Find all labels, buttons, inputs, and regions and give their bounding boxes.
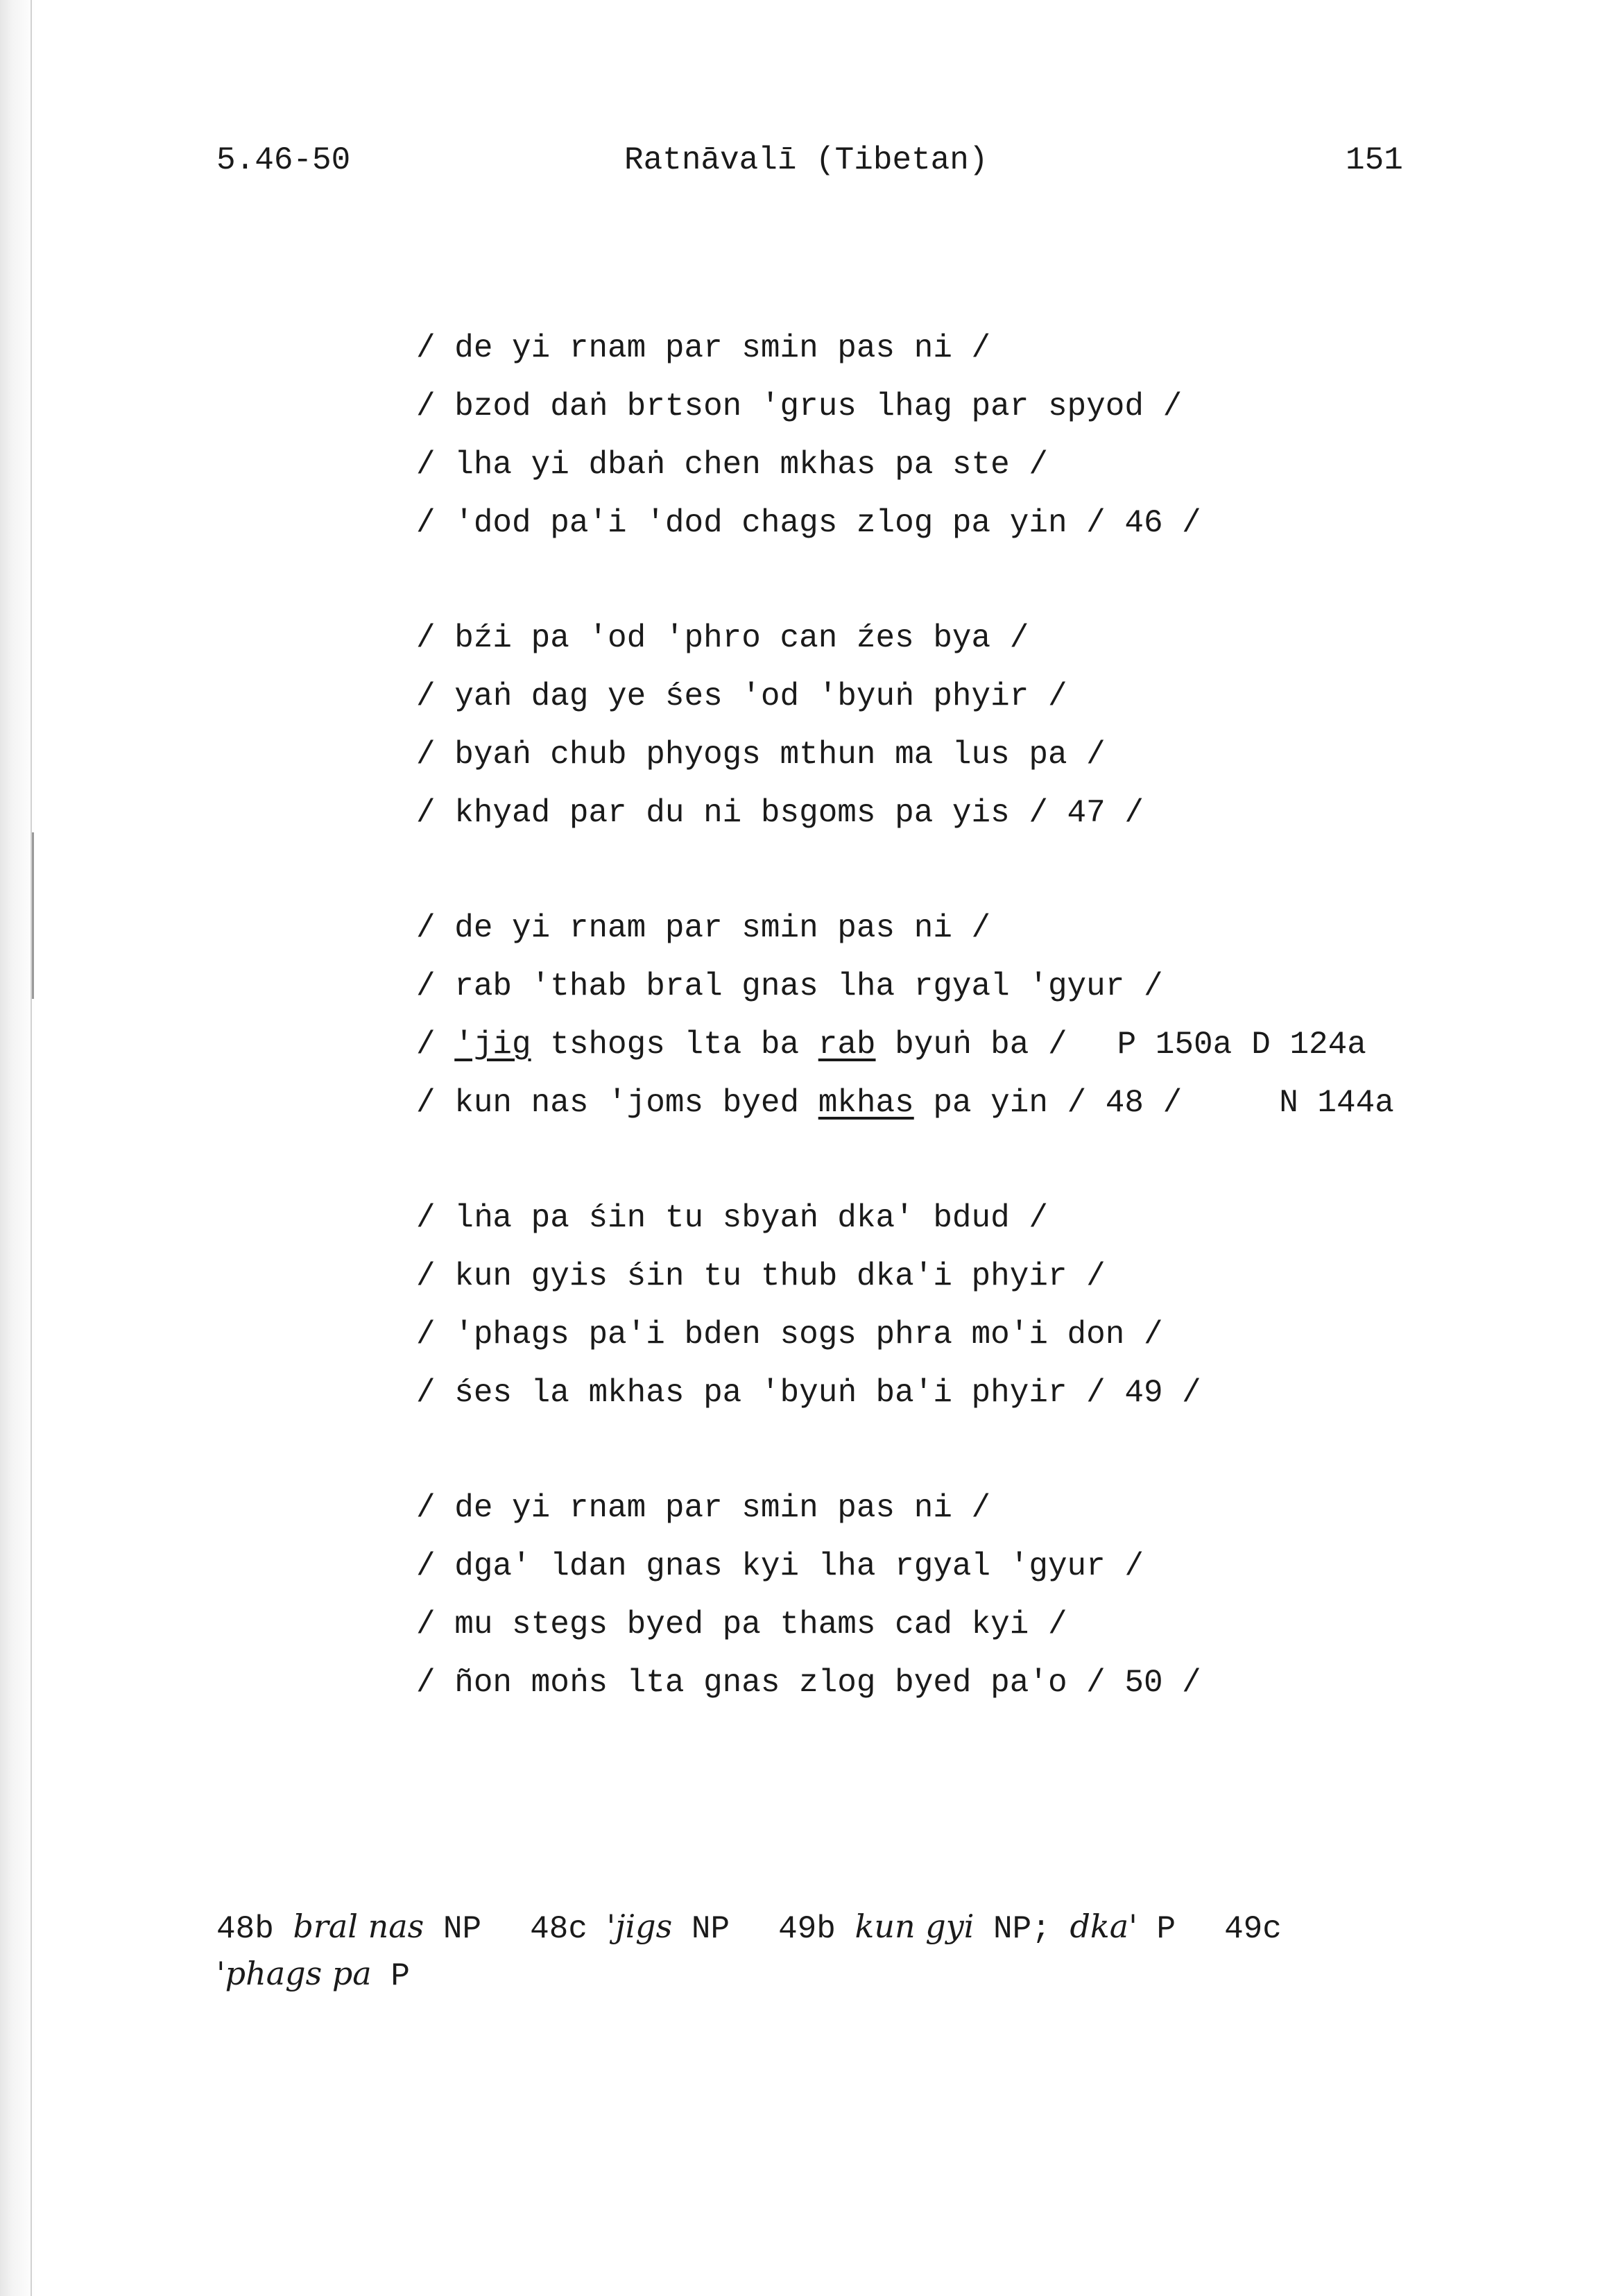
- verse-line: / bźi pa 'od 'phro can źes bya /: [416, 620, 1029, 656]
- verse-line: / dga' ldan gnas kyi lha rgyal 'gyur /: [416, 1548, 1144, 1584]
- verse-line: / mu stegs byed pa thams cad kyi /: [416, 1607, 1067, 1643]
- verse-text-part: byuṅ ba /: [875, 1027, 1067, 1063]
- verse-text-part: /: [416, 1027, 455, 1063]
- witness-siglum: P: [1156, 1911, 1176, 1947]
- witness-siglum: NP;: [993, 1911, 1051, 1947]
- verse-line: / byaṅ chub phyogs mthun ma lus pa /: [416, 737, 1106, 773]
- underlined-word: rab: [818, 1027, 876, 1063]
- verse-line-with-refs: [416, 1016, 1498, 1074]
- variant-reading: bral nas: [293, 1908, 424, 1945]
- stanza-46: [416, 319, 1498, 552]
- verse-line: / khyad par du ni bsgoms pa yis / 47 /: [416, 795, 1144, 831]
- note-ref: 48b: [216, 1911, 274, 1947]
- verse-line: / rab 'thab bral gnas lha rgyal 'gyur /: [416, 968, 1163, 1004]
- variant-reading: dka': [1070, 1908, 1137, 1945]
- verse-line: / lha yi dbaṅ chen mkhas pa ste /: [416, 447, 1048, 483]
- stanza-49: [416, 1189, 1498, 1422]
- witness-siglum: NP: [443, 1911, 482, 1947]
- verse-line-with-refs: [416, 1074, 1498, 1132]
- note-ref: 49b: [778, 1911, 836, 1947]
- stanza-48: [416, 899, 1498, 1132]
- underlined-word: mkhas: [818, 1085, 914, 1121]
- verse-text-part: pa yin / 48 /: [913, 1085, 1183, 1121]
- verse-text-part: / kun nas 'joms byed: [416, 1085, 818, 1121]
- verse-line: / 'phags pa'i bden sogs phra mo'i don /: [416, 1317, 1163, 1353]
- verse-line: / ñon moṅs lta gnas zlog byed pa'o / 50 /: [416, 1665, 1201, 1701]
- variant-reading: kun gyi: [855, 1908, 974, 1945]
- note-ref: 49c: [1224, 1911, 1282, 1947]
- critical-apparatus: [216, 1904, 1437, 1998]
- stanza-47: [416, 609, 1498, 842]
- verse-line: / śes la mkhas pa 'byuṅ ba'i phyir / 49 /: [416, 1375, 1201, 1411]
- folio-reference: P 150a: [1117, 1027, 1233, 1063]
- running-title: Ratnāvalī (Tibetan): [624, 142, 988, 178]
- page-number: 151: [1346, 142, 1403, 178]
- folio-reference: N 144a: [1279, 1085, 1394, 1121]
- verse-line: / bzod daṅ brtson 'grus lhag par spyod /: [416, 388, 1183, 425]
- verse-line: / de yi rnam par smin pas ni /: [416, 910, 991, 946]
- stanza-50: [416, 1479, 1498, 1712]
- witness-siglum: NP: [691, 1911, 730, 1947]
- verse-line: / 'dod pa'i 'dod chags zlog pa yin / 46 /: [416, 505, 1201, 541]
- underlined-word: 'jig: [454, 1027, 531, 1063]
- verse-line: / lṅa pa śin tu sbyaṅ dka' bdud /: [416, 1200, 1048, 1236]
- variant-reading: 'phags pa: [216, 1955, 372, 1992]
- verse-text: [416, 319, 1498, 1769]
- note-ref: 48c: [530, 1911, 587, 1947]
- scan-edge-mark: [32, 832, 34, 999]
- variant-reading: 'jigs: [606, 1908, 673, 1945]
- verse-text-part: tshogs lta ba: [531, 1027, 818, 1063]
- verse-line: / de yi rnam par smin pas ni /: [416, 1490, 991, 1526]
- verse-line: / yaṅ dag ye śes 'od 'byuṅ phyir /: [416, 678, 1067, 714]
- verse-line: / de yi rnam par smin pas ni /: [416, 330, 991, 366]
- verse-line: / kun gyis śin tu thub dka'i phyir /: [416, 1258, 1106, 1294]
- scan-edge-line: [31, 0, 32, 2296]
- section-range: 5.46-50: [216, 142, 351, 178]
- folio-reference: D 124a: [1251, 1027, 1366, 1063]
- witness-siglum: P: [390, 1958, 410, 1994]
